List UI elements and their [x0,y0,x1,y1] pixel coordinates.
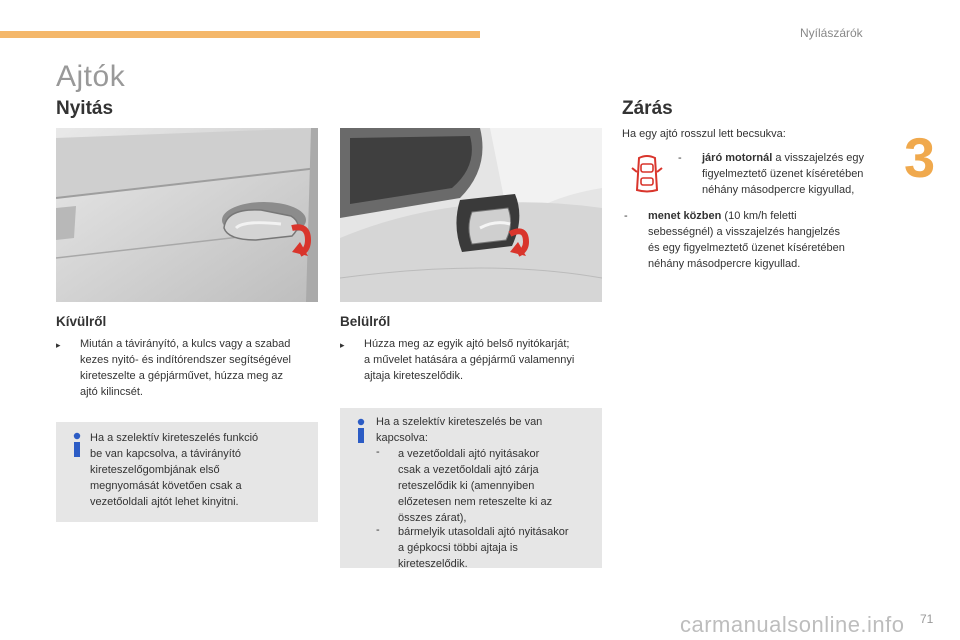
inside-info-box [340,408,602,568]
closing-item-2: menet közben (10 km/h feletti sebességnél) a visszajelzés hangjelzés és egy figyelmeztető üzenet kíséretében néhány másodpercre kigyullad. [648,210,845,270]
watermark: carmanualsonline.info [680,612,905,637]
inside-info-item-1: a vezetőoldali ajtó nyitásakor csak a vezetőoldali ajtó zárja reteszelődik ki (amennyiben előzetesen nem reteszelte ki az összes zárat), [398,448,553,524]
inside-info-item-2: bármelyik utasoldali ajtó nyitásakor a gépkocsi többi ajtaja is kireteszelődik. [398,526,569,570]
inside-info-intro: Ha a szelektív kireteszelés be van kapcsolva: [376,416,543,444]
page-title: Ajtók [56,60,126,93]
outside-heading: Kívülről [56,314,107,329]
opening-heading: Nyitás [56,98,114,119]
info-icon [70,432,84,458]
closing-item-1: járó motornál a visszajelzés egy figyelmeztető üzenet kíséretében néhány másodpercre kigyullad, [702,152,865,196]
exterior-door-handle-image [56,128,318,302]
inside-heading: Belülről [340,314,391,329]
door-open-warning-icon [630,154,664,194]
info-icon [354,418,368,444]
header-accent-bar [0,31,480,38]
bullet-marker: ▸ [340,340,345,350]
outside-text: Miután a távirányító, a kulcs vagy a szabad kezes nyitó- és indítórendszer segítségével kireteszelte a gépjárművet, húzza meg az ajtó kilincsét. [80,338,291,398]
outside-info-box [56,422,318,522]
bullet-marker: ▸ [56,340,61,350]
page-number: 71 [920,612,934,626]
section-label: Nyílászárók [800,26,863,40]
closing-intro: Ha egy ajtó rosszul lett becsukva: [622,128,786,140]
chapter-number: 3 [904,126,936,189]
interior-door-handle-image [340,128,602,302]
closing-heading: Zárás [622,98,673,119]
list-dash: - [678,152,682,164]
outside-info-text: Ha a szelektív kireteszelés funkció be van kapcsolva, a távirányító kireteszelőgombjának első megnyomását követően csak a vezetőoldali ajtót lehet kinyitni. [90,432,259,508]
list-dash: - [376,446,380,458]
list-dash: - [376,524,380,536]
inside-text: Húzza meg az egyik ajtó belső nyitókarját; a művelet hatására a gépjármű valamennyi ajtaja kireteszelődik. [364,338,575,382]
list-dash: - [624,210,628,222]
